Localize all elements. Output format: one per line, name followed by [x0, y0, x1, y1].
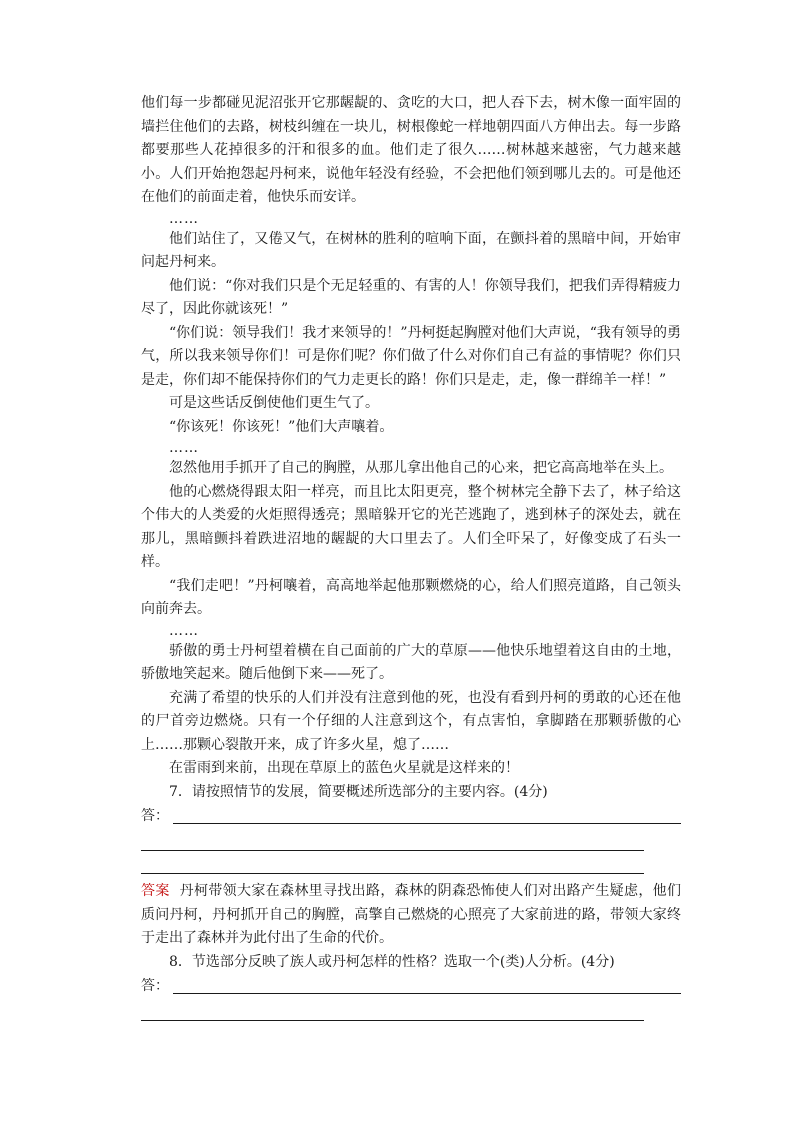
q7-answer-prompt: 答：: [141, 807, 169, 824]
question-7: 7．请按照情节的发展，简要概述所选部分的主要内容。(4分): [169, 783, 548, 800]
ellipsis-3: ……: [169, 622, 199, 639]
q8-answer-rule-2[interactable]: [141, 1020, 644, 1021]
ellipsis-1: ……: [169, 210, 199, 227]
paragraph-4: “你们说：领导我们！我才来领导的！”丹柯挺起胸膛对他们大声说，“我有领导的勇气，所以我来领导你们！可是你们呢？你们做了什么对你们自己有益的事情呢？你们只是走，你们却不能保持你们的气力走更长的路！你们只是走，走，像一群绵羊一样！”: [141, 324, 681, 388]
q7-answer-text: 丹柯带领大家在森林里寻找出路，森林的阴森恐怖使人们对出路产生疑虑，他们质问丹柯，丹柯抓开自己的胸膛，高擎自己燃烧的心照亮了大家前进的路，带领大家终于走出了森林并为此付出了生命的代价。: [141, 883, 682, 946]
q7-answer-rule-1[interactable]: [173, 823, 681, 824]
q8-answer-rule-1[interactable]: [173, 993, 681, 994]
ellipsis-2: ……: [169, 440, 199, 456]
paragraph-5: 可是这些话反倒使他们更生气了。: [169, 395, 379, 411]
q8-answer-prompt: 答：: [141, 977, 169, 994]
paragraph-8: 他的心燃烧得跟太阳一样亮，而且比太阳更亮，整个树林完全静下去了，林子给这个伟大的人类爱的火炬照得透亮；黑暗躲开它的光芒逃跑了，逃到林子的深处去，就在那儿，黑暗颤抖着跌进沼地的龌龊的大口里去了。人们全吓呆了，好像变成了石头一样。: [141, 483, 681, 570]
answer-label: 答案: [141, 883, 170, 899]
q8-answer-line: [141, 974, 681, 998]
q7-answer: [141, 880, 681, 951]
paragraph-10: 骄傲的勇士丹柯望着横在自己面前的广大的草原——他快乐地望着这自由的土地，骄傲地笑起来。随后他倒下来——死了。: [141, 642, 681, 682]
question-8: 8．节选部分反映了族人或丹柯怎样的性格？选取一个(类)人分析。(4分): [169, 953, 615, 970]
paragraph-11: 充满了希望的快乐的人们并没有注意到他的死，也没有看到丹柯的勇敢的心还在他的尸首旁边燃烧。只有一个仔细的人注意到这个，有点害怕，拿脚踏在那颗骄傲的心上……那颗心裂散开来，成了许多火星，熄了……: [141, 689, 681, 753]
paragraph-7: 忽然他用手抓开了自己的胸膛，从那儿拿出他自己的心来，把它高高地举在头上。: [169, 460, 673, 476]
paragraph-9: “我们走吧！”丹柯嚷着，高高地举起他那颗燃烧的心，给人们照亮道路，自己领头向前奔去。: [141, 577, 681, 617]
paragraph-12: 在雷雨到来前，出现在草原上的蓝色火星就是这样来的！: [169, 760, 519, 776]
q7-answer-rule-2[interactable]: [141, 850, 644, 851]
paragraph-1: 他们每一步都碰见泥沼张开它那龌龊的、贪吃的大口，把人吞下去，树木像一面牢固的墙拦住他们的去路，树枝纠缠在一块儿，树根像蛇一样地朝四面八方伸出去。每一步路都要那些人花掉很多的汗和很多的血。他们走了很久……树林越来越密，气力越来越小。人们开始抱怨起丹柯来，说他年轻没有经验，不会把他们领到哪儿去的。可是他还在他们的前面走着，他快乐而安详。: [141, 95, 681, 205]
paragraph-3: 他们说：“你对我们只是个无足轻重的、有害的人！你领导我们，把我们弄得精疲力尽了，因此你就该死！”: [141, 277, 681, 317]
paragraph-2: 他们站住了，又倦又气，在树林的胜利的喧响下面，在颤抖着的黑暗中间，开始审问起丹柯来。: [141, 230, 681, 270]
passage: [141, 92, 681, 1021]
q7-answer-line: [141, 804, 681, 828]
paragraph-6: “你该死！你该死！”他们大声嚷着。: [169, 418, 394, 435]
